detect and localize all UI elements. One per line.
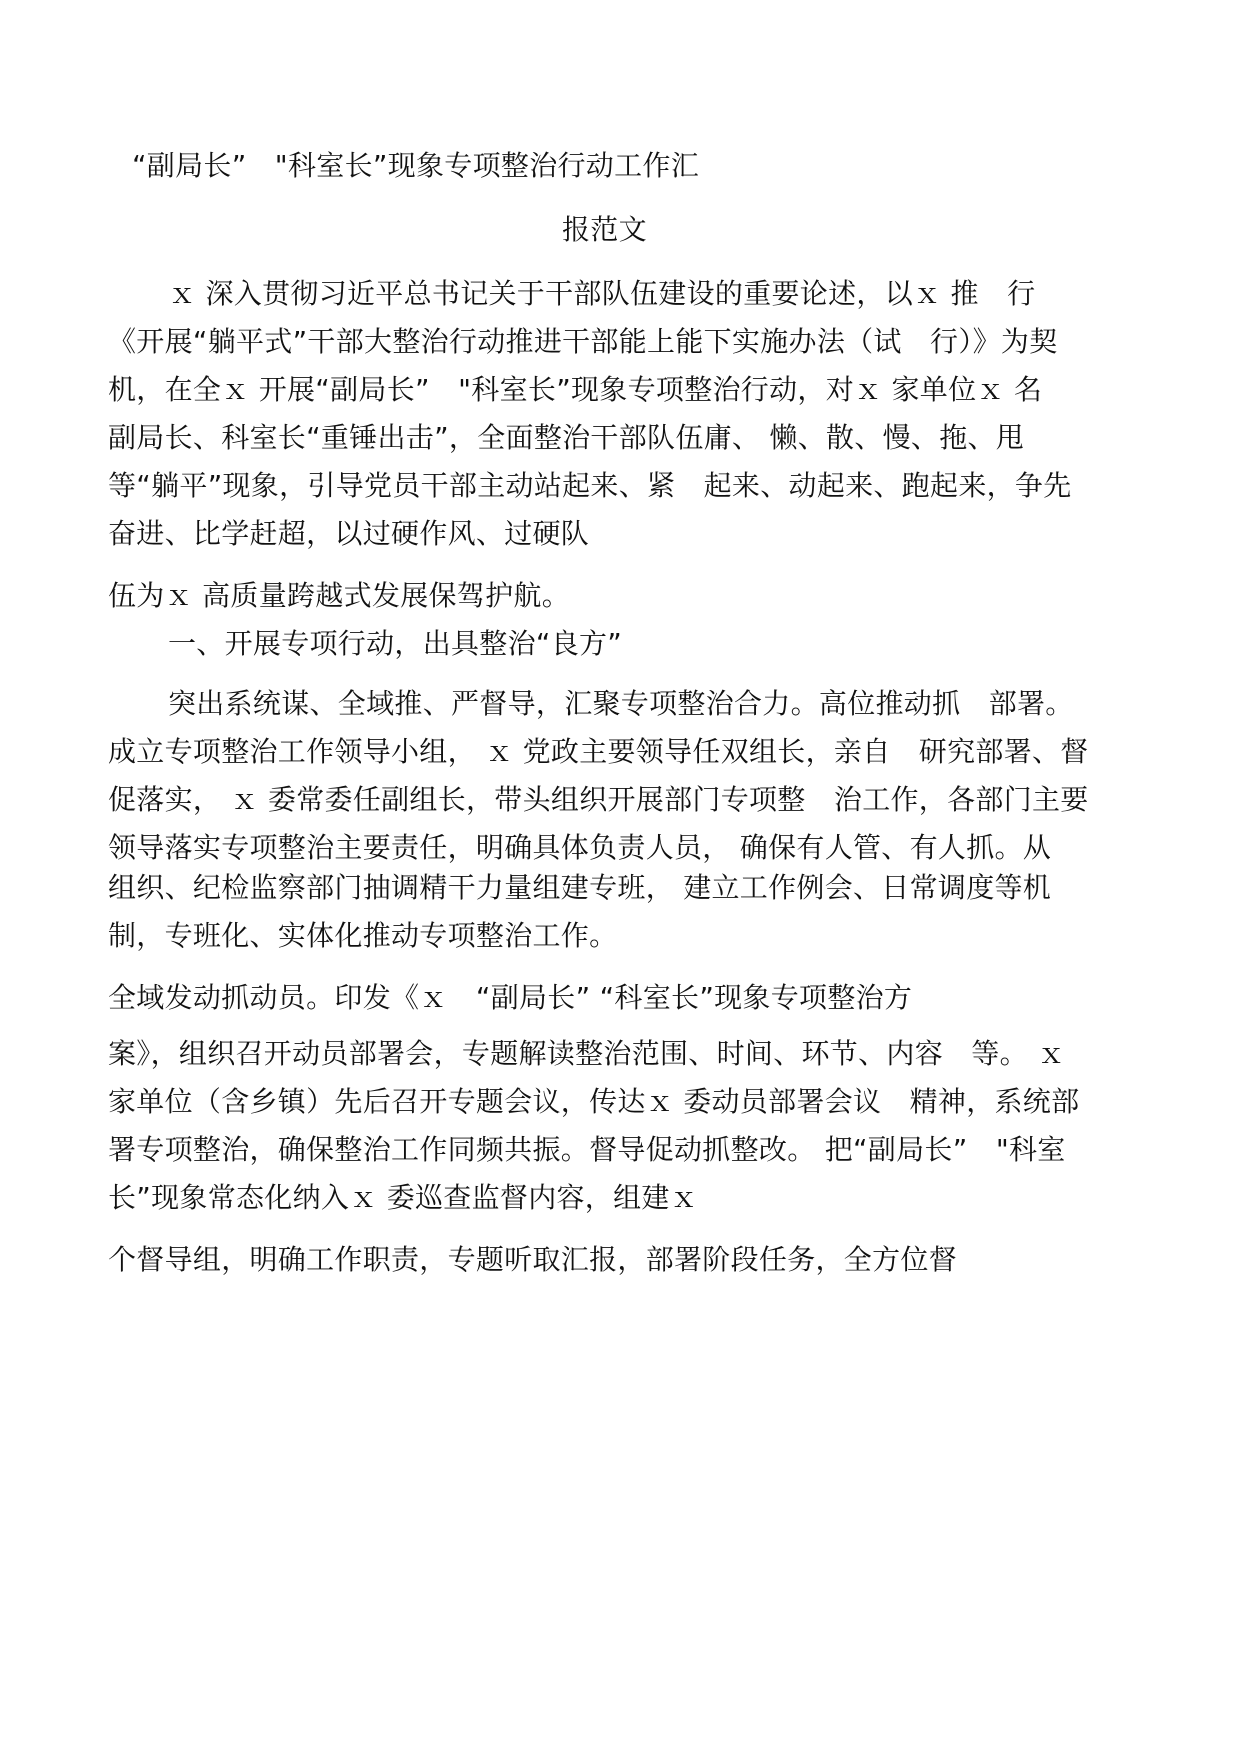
body-line: 《开展“躺平式”干部大整治行动推进干部能上能下实施办法（试 行）》为契 [108,325,1058,358]
body-line: 等“躺平”现象，引导党员干部主动站起来、紧 起来、动起来、跑起来，争先 [108,469,1072,502]
body-line: 领导落实专项整治主要责任，明确具体负责人员， 确保有人管、有人抓。从 [108,831,1052,864]
body-line: 成立专项整治工作领导小组， ｘ 党政主要领导任双组长，亲自 研究部署、督 [108,735,1089,768]
body-line: 伍为ｘ 高质量跨越式发展保驾护航。 [108,579,571,612]
body-line: 副局长、科室长“重锤出击”，全面整治干部队伍庸、 懒、散、慢、拖、甩 [108,421,1025,454]
body-line: ｘ 深入贯彻习近平总书记关于干部队伍建设的重要论述，以ｘ 推 行 [168,277,1036,310]
document-title-line-1: “副局长” "科室长”现象专项整治行动工作汇 [132,149,699,182]
section-heading: 一、开展专项行动，出具整治“良方” [168,627,623,660]
body-line: 全域发动抓动员。印发《ｘ “副局长” “科室长”现象专项整治方 [108,981,913,1014]
body-line: 奋进、比学赶超，以过硬作风、过硬队 [108,517,590,550]
body-line: 突出系统谋、全域推、严督导，汇聚专项整治合力。高位推动抓 部署。 [168,687,1074,720]
body-line: 组织、纪检监察部门抽调精干力量组建专班， 建立工作例会、日常调度等机 [108,871,1052,904]
body-line: 促落实， ｘ 委常委任副组长，带头组织开展部门专项整 治工作，各部门主要 [108,783,1089,816]
body-line: 机，在全ｘ 开展“副局长” "科室长”现象专项整治行动，对ｘ 家单位ｘ 名 [108,373,1043,406]
body-line: 案》，组织召开动员部署会，专题解读整治范围、时间、环节、内容 等。 ｘ [108,1037,1066,1070]
document-title-line-2: 报范文 [562,213,647,246]
body-line: 家单位（含乡镇）先后召开专题会议，传达ｘ 委动员部署会议 精神，系统部 [108,1085,1080,1118]
body-line: 长”现象常态化纳入ｘ 委巡查监督内容，组建ｘ [108,1181,699,1214]
body-line: 个督导组，明确工作职责，专题听取汇报，部署阶段任务，全方位督 [108,1243,958,1276]
body-line: 署专项整治，确保整治工作同频共振。督导促动抓整改。 把“副局长” "科室 [108,1133,1066,1166]
body-line: 制，专班化、实体化推动专项整治工作。 [108,919,618,952]
